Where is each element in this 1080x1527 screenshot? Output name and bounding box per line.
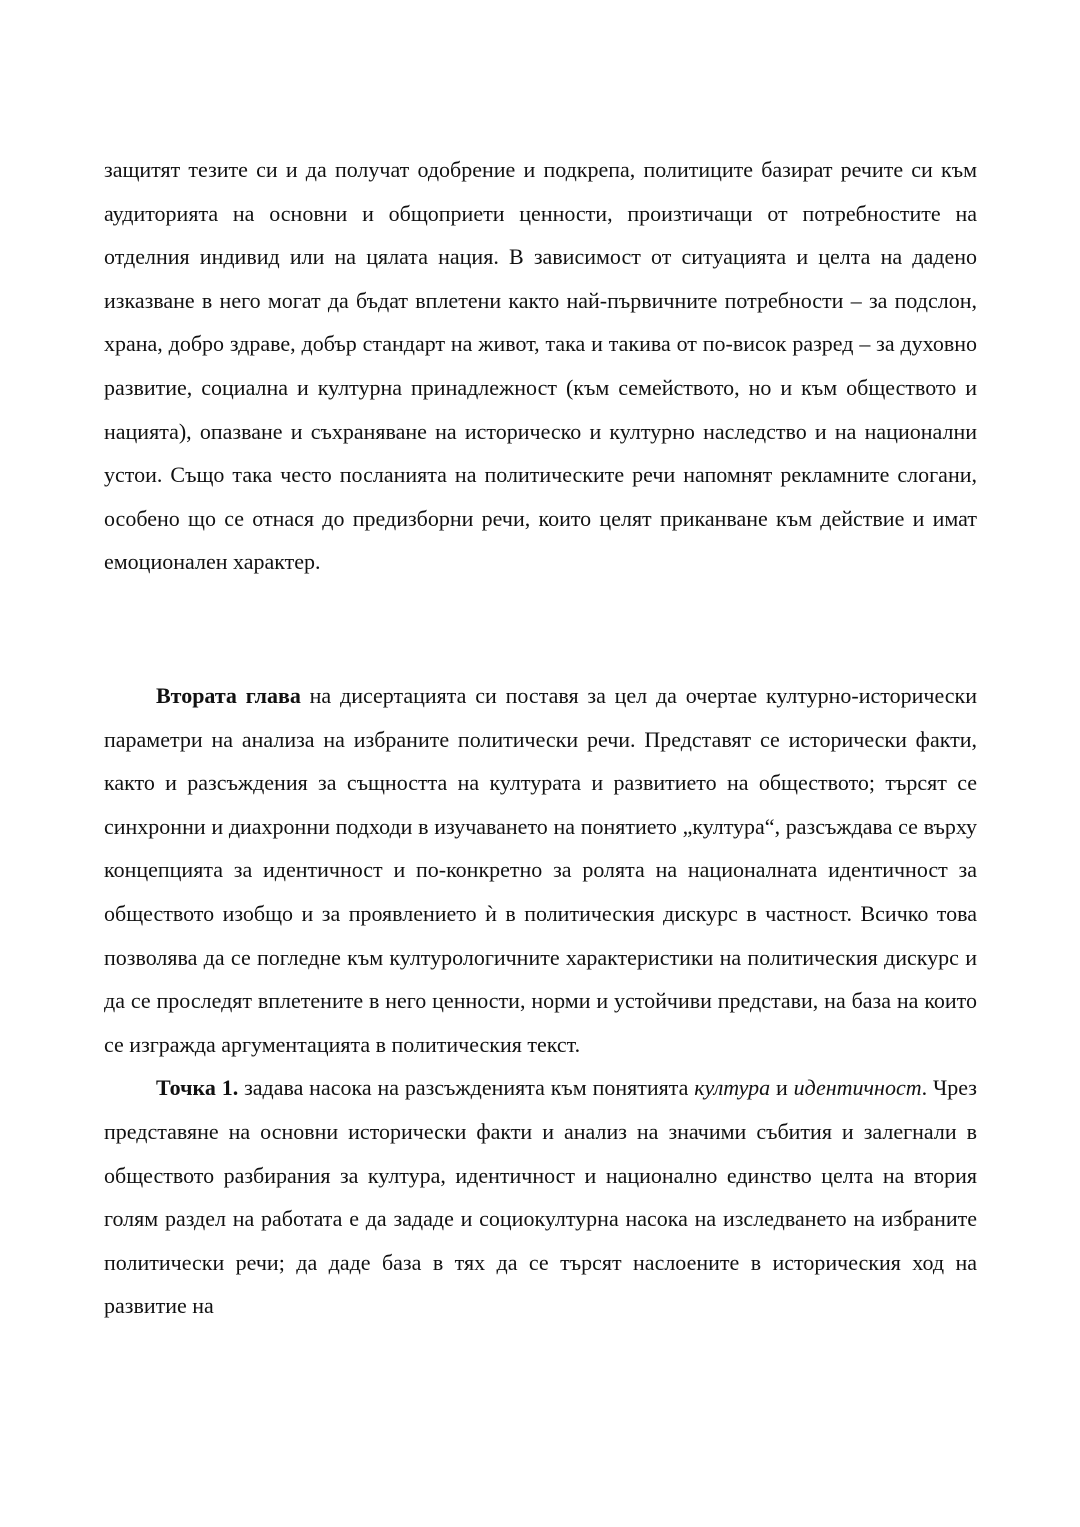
paragraph-text: защитят тезите си и да получат одобрение и подкрепа, политиците базират речите си към аудиторията на основни и общоприети ценности, произтичащи от потребностите на отделния индивид или на цялата нация. В зависимост от ситуацията и целта на дадено изказване в него могат да бъдат вплетени както най-първичните потребности – за подслон, храна, добро здраве, добър стандарт на живот, така и такива от по-висок разред – за духовно развитие, социална и културна принадлежност (към семейството, но и към обществото и нацията), опазване и съхраняване на историческо и културно наследство и на национални устои. Също така често посланията на политическите речи напомнят рекламните слогани, особено що се отнася до предизборни речи, които целят приканване към действие и имат емоционален характер. — [104, 157, 977, 575]
paragraph-values — [104, 148, 977, 584]
term-culture: култура — [694, 1075, 771, 1101]
point-heading-inline: Точка 1. — [156, 1075, 239, 1101]
paragraph-text: задава насока на разсъжденията към понятията — [238, 1075, 695, 1101]
paragraph-second-chapter — [104, 674, 977, 1066]
paragraph-text: и — [770, 1075, 794, 1101]
chapter-heading-inline: Втората глава — [156, 683, 301, 708]
paragraph-text: на дисертацията си поставя за цел да очертае културно-исторически параметри на анализа на избраните политически речи. Представят се исторически факти, както и разсъждения за същността на културата и развитието на обществото; търсят се синхронни и диахронни подходи в изучаването на понятието „култура“, разсъждава се върху концепцията за идентичност и по-конкретно за ролята на националната идентичност за обществото изобщо и за проявлението ѝ в политическия дискурс в частност. Всичко това позволява да се погледне към културологичните характеристики на политическия дискурс и да се проследят вплетените в него ценности, норми и устойчиви представи, на база на които се изгражда аргументацията в политическия текст. — [104, 683, 977, 1057]
term-identity: идентичност — [793, 1075, 922, 1101]
paragraph-group-chapter-two — [104, 674, 977, 1328]
paragraph-point-one — [104, 1066, 977, 1328]
paragraph-text: . Чрез представяне на основни исторически факти и анализ на значими събития и залегнали в обществото разбирания за култура, идентичност и национално единство целта на втория голям раздел на работата е да зададе и социокултурна насока на изследването на избраните политически речи; да даде база в тях да се търсят наслоените в историческия ход на развитие на — [104, 1075, 977, 1319]
